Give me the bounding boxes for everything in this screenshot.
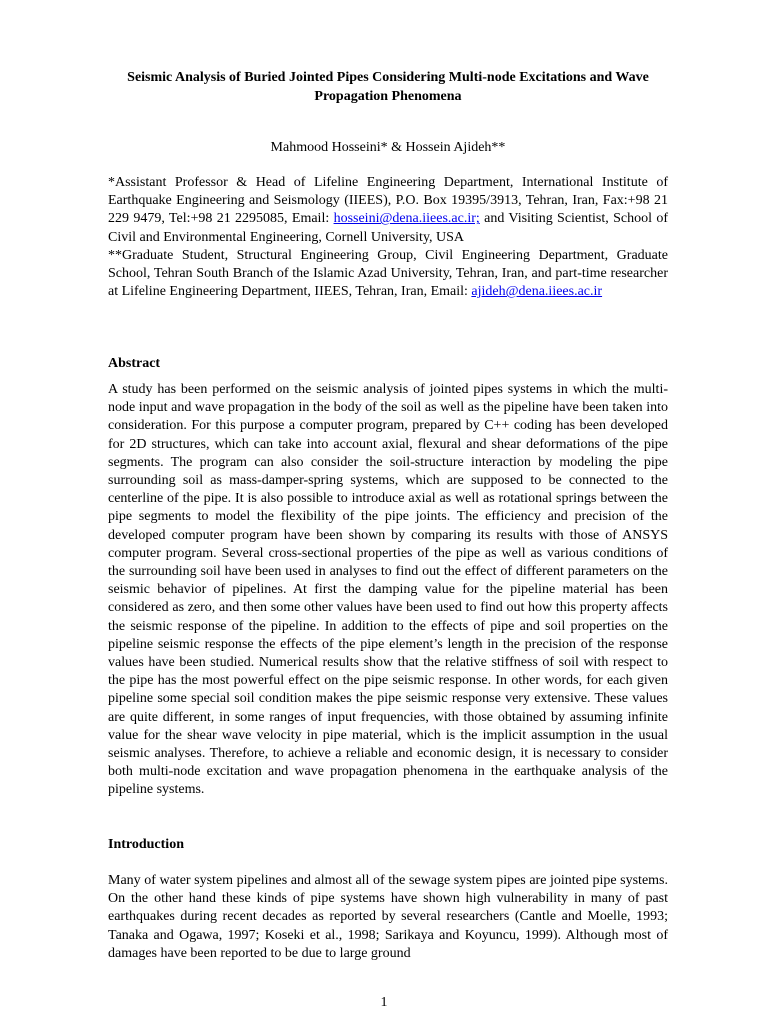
affiliation-2 [108, 247, 668, 302]
email-link-hosseini[interactable]: hosseini@dena.iiees.ac.ir; [333, 211, 480, 227]
affiliation-2-text: **Graduate Student, Structural Engineering Group, Civil Engineering Department, Graduate School, Tehran South Branch of the Islamic Azad University, Tehran, Iran, and part-time researcher at Lifeline Engineering Department, IIEES, Tehran, Iran, Email: [108, 247, 668, 300]
introduction-heading: Introduction [108, 837, 184, 852]
page-number: 1 [380, 995, 388, 1010]
affiliation-1-text: *Assistant Professor & Head of Lifeline Engineering Department, International Institute of Earthquake Engineering and Seismology (IIEES), P.O. Box 19395/3913, Tehran, Iran, Fax:+98 21 229 9479, Tel:+98 21 2295085, Email: [108, 175, 668, 227]
affiliations [108, 174, 668, 301]
email-link-ajideh[interactable]: ajideh@dena.iiees.ac.ir [471, 284, 603, 300]
affiliation-1-text-cont: and Visiting Scientist, School of Civil and Environmental Engineering, Cornell University, USA [108, 211, 668, 245]
affiliation-1 [108, 174, 668, 247]
paper-title: Seismic Analysis of Buried Jointed Pipes Considering Multi-node Excitations and Wave Propagation Phenomena [127, 70, 649, 104]
abstract-heading: Abstract [108, 356, 161, 371]
paper-authors: Mahmood Hosseini* & Hossein Ajideh** [270, 140, 506, 155]
introduction-paragraph: Many of water system pipelines and almost all of the sewage system pipes are jointed pipe systems. On the other hand these kinds of pipe systems have shown high vulnerability in many of past earthquakes during recent decades as reported by several researchers (Cantle and Moelle, 1993; Tanaka and Ogawa, 1997; Koseki et al., 1998; Sarikaya and Koyuncu, 1999). Although most of damages have been reported to be due to large ground [108, 873, 668, 961]
abstract-paragraph: A study has been performed on the seismic analysis of jointed pipes systems in which the multi-node input and wave propagation in the body of the soil as well as the pipeline have been taken into consideration. For this purpose a computer program, prepared by C++ coding has been developed for 2D structures, which can take into account axial, flexural and shear deformations of the pipe segments. The program can also consider the soil-structure interaction by modeling the pipe surrounding soil as mass-damper-spring systems, which are supposed to be connected to the centerline of the pipe. It is also possible to introduce axial as well as rotational springs between the pipe segments to model the flexibility of the pipe joints. The efficiency and precision of the developed computer program have been shown by comparing its results with those of ANSYS computer program. Several cross-sectional properties of the pipe as well as various conditions of the surrounding soil have been used in analyses to find out the effect of different parameters on the seismic behavior of pipelines. At first the damping value for the pipeline material has been considered as zero, and then some other values have been used to find out how this property affects the seismic response of the pipeline. In addition to the effects of pipe and soil properties on the pipeline seismic response the effects of the pipe element’s length in the precision of the response values have been studied. Numerical results show that the relative stiffness of soil with respect to the pipe has the most powerful effect on the pipe seismic response. In other words, for each given pipeline some special soil condition makes the pipe seismic response very extensive. These values are quite different, in some ranges of input frequencies, with those obtained by assuming infinite value for the shear wave velocity in pipe material, which is the implicit assumption in the usual seismic analyses. Therefore, to achieve a reliable and economic design, it is necessary to consider both multi-node excitation and wave propagation phenomena in the earthquake analysis of the pipeline systems. [108, 382, 668, 798]
